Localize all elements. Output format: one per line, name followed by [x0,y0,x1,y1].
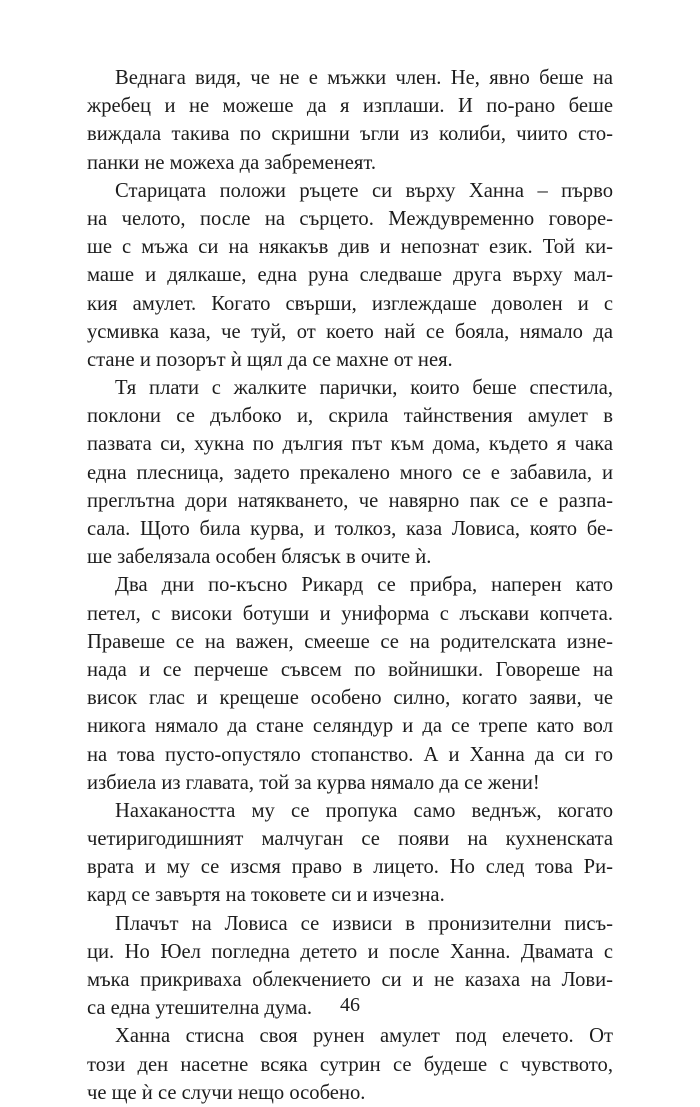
text-line: на това пусто-опустяло стопанство. А и Ханна да си го [87,743,613,766]
text-line: Ханна стисна своя рунен амулет под елечето. От [115,1025,613,1048]
text-line: че ще ѝ се случи нещо особено. [87,1081,366,1104]
text-line: петел, с високи ботуши и униформа с лъскави копчета. [87,602,613,625]
text-line: ше с мъжа си на някакъв див и непознат език. Той ки- [87,236,613,259]
text-line: Правеше се на важен, смееше се на родителската изне- [87,630,613,653]
text-line: сала. Щото била курва, и толкоз, каза Ловиса, която бе- [87,518,613,540]
text-line: никога нямало да стане селяндур и да се трепе като вол [87,715,613,738]
paragraph [87,571,613,797]
text-line: жребец и не можеше да я изплаши. И по-рано беше [87,95,613,118]
text-line: Два дни по-късно Рикард се прибра, наперен като [115,574,613,597]
paragraph [87,1022,613,1107]
text-block [87,64,613,1107]
text-line: Плачът на Ловиса се извиси в пронизителни писъ- [115,912,613,935]
text-line: маше и дялкаше, една руна следваше друга върху мал- [87,264,613,287]
page-number: 46 [340,994,360,1016]
text-line: усмивка каза, че туй, от което най се бояла, нямало да [87,320,613,343]
text-line: ци. Но Юел погледна детето и после Ханна. Двамата с [87,940,613,963]
text-line: нада и се перчеше съвсем по войнишки. Говореше на [87,658,613,681]
paragraph [87,177,613,374]
text-line: мъка прикриваха облекчението си и не казаха на Лови- [87,969,613,991]
text-line: поклони се дълбоко и, скрила тайнствения амулет в [87,405,613,428]
text-line: една плесница, задето прекалено много се е забавила, и [87,461,613,484]
text-line: Старицата положи ръцете си върху Ханна – първо [115,179,613,202]
text-line: са една утешителна дума. [87,997,313,1020]
paragraph [87,374,613,571]
text-line: кард се завъртя на токовете си и изчезна. [87,884,445,907]
paragraph [87,64,613,177]
text-line: стане и позорът ѝ щял да се махне от нея. [87,348,453,371]
paragraph [87,797,613,910]
text-line: Тя плати с жалките парички, които беше спестила, [115,377,613,400]
text-line: четиригодишният малчуган се появи на кухненската [87,828,613,851]
text-line: избиела из главата, той за курва нямало да се жени! [87,771,540,794]
text-line: кия амулет. Когато свърши, изглеждаше доволен и с [87,292,613,315]
text-line: панки не можеха да забременеят. [87,151,376,174]
text-line: пазвата си, хукна по дългия път към дома, където я чака [87,433,613,456]
text-line: Веднага видя, че не е мъжки член. Не, явно беше на [115,67,613,89]
text-line: виждала такива по скришни ъгли из колиби, чиито сто- [87,123,613,146]
text-line: този ден насетне всяка сутрин се будеше с чувството, [87,1053,613,1076]
text-line: на челото, после на сърцето. Междувременно говоре- [87,207,613,230]
text-line: ше забелязала особен блясък в очите ѝ. [87,546,432,569]
text-line: врата и му се изсмя право в лицето. Но след това Ри- [87,856,613,879]
text-line: преглътна дори натякването, че навярно пак се е разпа- [87,489,613,512]
text-line: висок глас и крещеше особено силно, когато заяви, че [87,687,613,710]
text-line: Нахакаността му се пропука само веднъж, когато [115,799,613,822]
